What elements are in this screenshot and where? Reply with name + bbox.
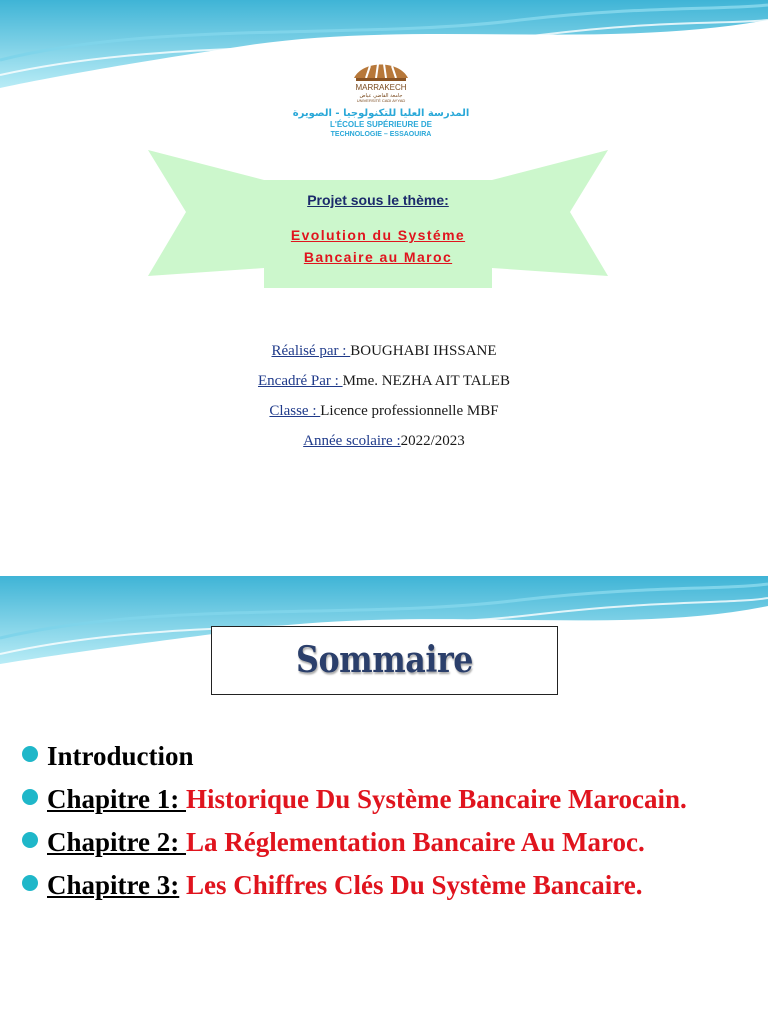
info-encadre: [0, 366, 768, 396]
bullet-icon: [22, 789, 38, 805]
info-value: Mme. NEZHA AIT TALEB: [342, 373, 510, 389]
project-info: [0, 336, 768, 456]
bullet-icon: [22, 875, 38, 891]
summary-title-box: [211, 626, 558, 695]
chapter-title: La Réglementation Bancaire Au Maroc.: [186, 827, 645, 857]
toc-item-chapter-2: [22, 825, 752, 860]
info-value: BOUGHABI IHSSANE: [350, 343, 497, 359]
logo-city-text: MARRAKECH: [355, 83, 407, 92]
info-annee: [0, 426, 768, 456]
chapter-label: Chapitre 1:: [47, 784, 186, 814]
toc-item-text: Introduction: [47, 741, 194, 771]
logo-university-fr: UNIVERSITÉ CADI AYYAD: [356, 98, 406, 103]
toc-item-chapter-3: [22, 868, 752, 903]
school-logo: [292, 56, 470, 140]
logo-school-ar: المدرسة العليا للتكنولوجيا - الصويرة: [292, 108, 470, 119]
summary-title: Sommaire: [296, 639, 473, 681]
chapter-label: Chapitre 2:: [47, 827, 186, 857]
summary-slide: [0, 576, 768, 1024]
info-label: Réalisé par :: [271, 343, 351, 359]
info-classe: [0, 396, 768, 426]
project-theme-line2: Bancaire au Maroc: [303, 249, 453, 265]
project-theme-line1: Evolution du Systéme: [290, 227, 466, 243]
logo-school-fr-1: L'ÉCOLE SUPÉRIEURE DE: [330, 120, 432, 129]
chapter-label: Chapitre 3:: [47, 870, 180, 900]
project-theme: [264, 224, 492, 268]
table-of-contents: [22, 739, 752, 911]
toc-item-chapter-1: [22, 782, 752, 817]
info-label: Encadré Par :: [258, 373, 343, 389]
info-realise: [0, 336, 768, 366]
logo-school-fr-2: TECHNOLOGIE – ESSAOUIRA: [330, 131, 432, 138]
chapter-title: Historique Du Système Bancaire Marocain.: [186, 784, 687, 814]
bullet-icon: [22, 832, 38, 848]
logo-university-ar: جامعة القاضي عياض: [359, 93, 403, 99]
info-value: Licence professionnelle MBF: [320, 403, 499, 419]
logo-emblem: [292, 56, 470, 140]
bullet-icon: [22, 746, 38, 762]
info-label: Année scolaire :: [303, 433, 401, 449]
info-label: Classe :: [269, 403, 321, 419]
chapter-title: Les Chiffres Clés Du Système Bancaire.: [186, 870, 643, 900]
ribbon-text-block: [264, 182, 492, 268]
toc-item-introduction: [22, 739, 752, 774]
info-value: 2022/2023: [400, 433, 465, 449]
project-heading: Projet sous le thème:: [307, 192, 449, 208]
